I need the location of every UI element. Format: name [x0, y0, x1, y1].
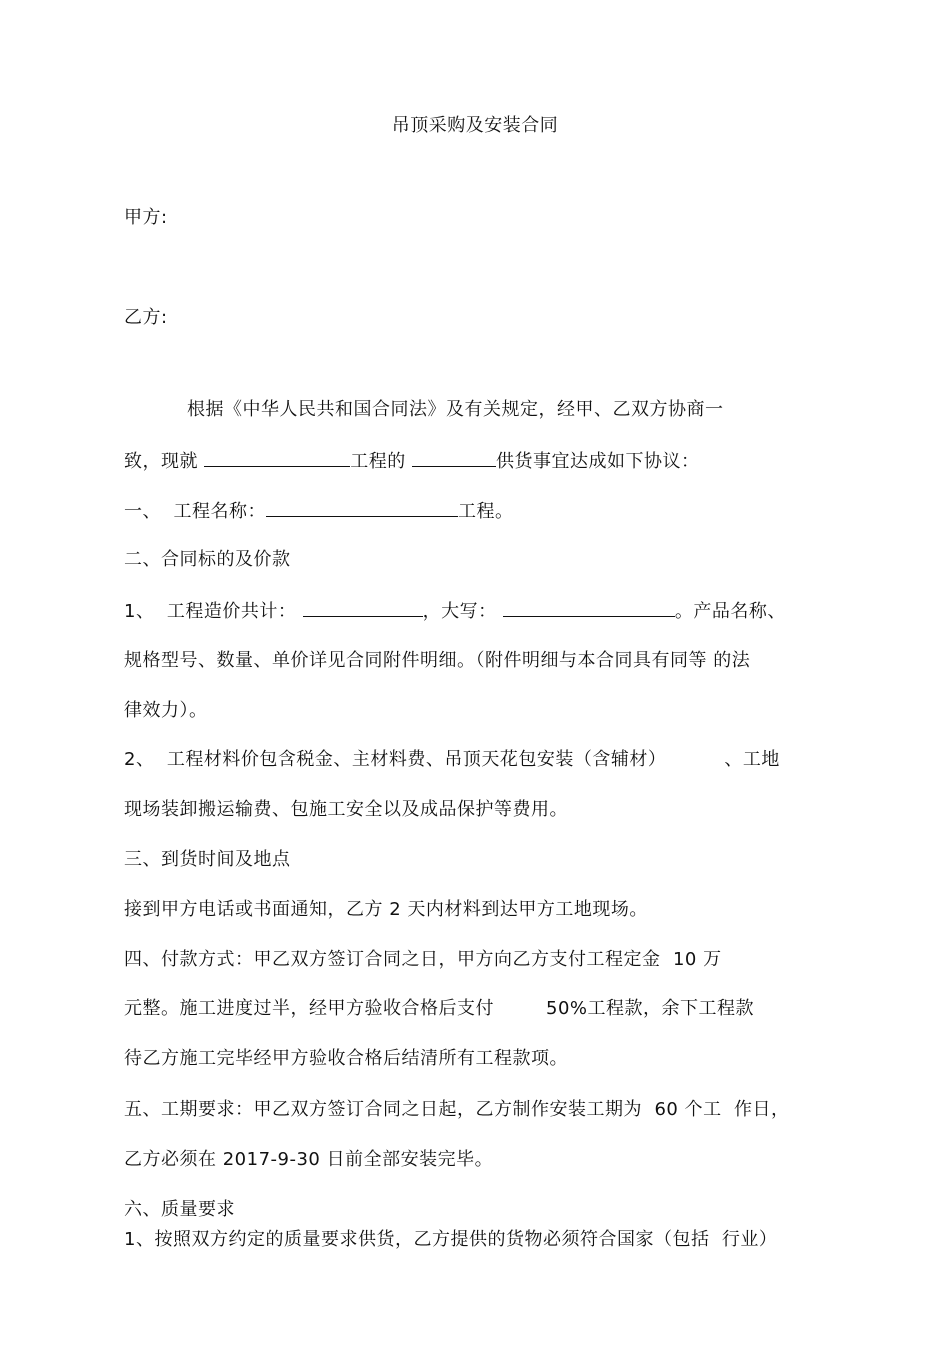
- clause-2-2-line-1: [124, 748, 780, 772]
- document-title: 吊顶采购及安装合同: [391, 115, 559, 136]
- blank-project-name: [266, 498, 458, 517]
- blank-goods: [412, 448, 496, 467]
- clause-2-1-line-2: 规格型号、数量、单价详见合同附件明细。（附件明细与本合同具有同等 的法: [124, 650, 751, 671]
- clause-2-2-text-b: 、工地: [724, 749, 780, 770]
- section-4-line-1: 四、付款方式：甲乙双方签订合同之日，甲方向乙方支付工程定金 10 万: [124, 949, 722, 970]
- section-6-heading: 六、质量要求: [124, 1199, 235, 1220]
- clause-2-2-line-2: 现场装卸搬运输费、包施工安全以及成品保护等费用。: [124, 799, 568, 820]
- party-b-label: 乙方:: [124, 307, 168, 328]
- intro-line-1: 根据《中华人民共和国合同法》及有关规定，经甲、乙双方协商一: [187, 399, 724, 420]
- clause-2-1-text-c: 。产品名称、: [674, 601, 786, 622]
- intro-text-c: 供货事宜达成如下协议：: [495, 451, 700, 472]
- section-1: [124, 498, 513, 524]
- section-6-line-1: 1、按照双方约定的质量要求供货，乙方提供的货物必须符合国家（包括 行业）: [124, 1229, 778, 1250]
- section-2-heading: 二、合同标的及价款: [124, 549, 291, 570]
- section-4-line-3: 待乙方施工完毕经甲方验收合格后结清所有工程款项。: [124, 1048, 568, 1069]
- section-4-line-2: [124, 997, 754, 1021]
- clause-2-1-line-3: 律效力）。: [124, 700, 208, 721]
- intro-text-a: 致，现就: [124, 451, 205, 472]
- clause-2-1-line-1: [124, 598, 786, 624]
- section-5-line-2: 乙方必须在 2017-9-30 日前全部安装完毕。: [124, 1149, 494, 1170]
- intro-text-b: 工程的: [350, 451, 412, 472]
- blank-project: [204, 448, 350, 467]
- section-4-text-a: 元整。施工进度过半，经甲方验收合格后支付: [124, 998, 494, 1019]
- clause-2-2-text-a: 2、 工程材料价包含税金、主材料费、吊顶天花包安装（含辅材）: [124, 749, 667, 770]
- section-4-text-b: 50%工程款，余下工程款: [546, 998, 755, 1019]
- clause-2-1-text-b: ，大写：: [422, 601, 503, 622]
- section-5-line-1: 五、工期要求：甲乙双方签订合同之日起，乙方制作安装工期为 60 个工 作日，: [124, 1099, 790, 1120]
- section-1-suffix: 工程。: [457, 501, 514, 522]
- clause-2-1-text-a: 1、 工程造价共计：: [124, 601, 303, 622]
- party-a-label: 甲方:: [124, 207, 168, 228]
- blank-amount-words: [503, 598, 675, 617]
- section-3-heading: 三、到货时间及地点: [124, 849, 291, 870]
- section-1-label: 一、 工程名称：: [124, 501, 266, 522]
- section-3-text: 接到甲方电话或书面通知，乙方 2 天内材料到达甲方工地现场。: [124, 899, 648, 920]
- intro-line-2: [124, 448, 699, 474]
- blank-amount: [303, 598, 423, 617]
